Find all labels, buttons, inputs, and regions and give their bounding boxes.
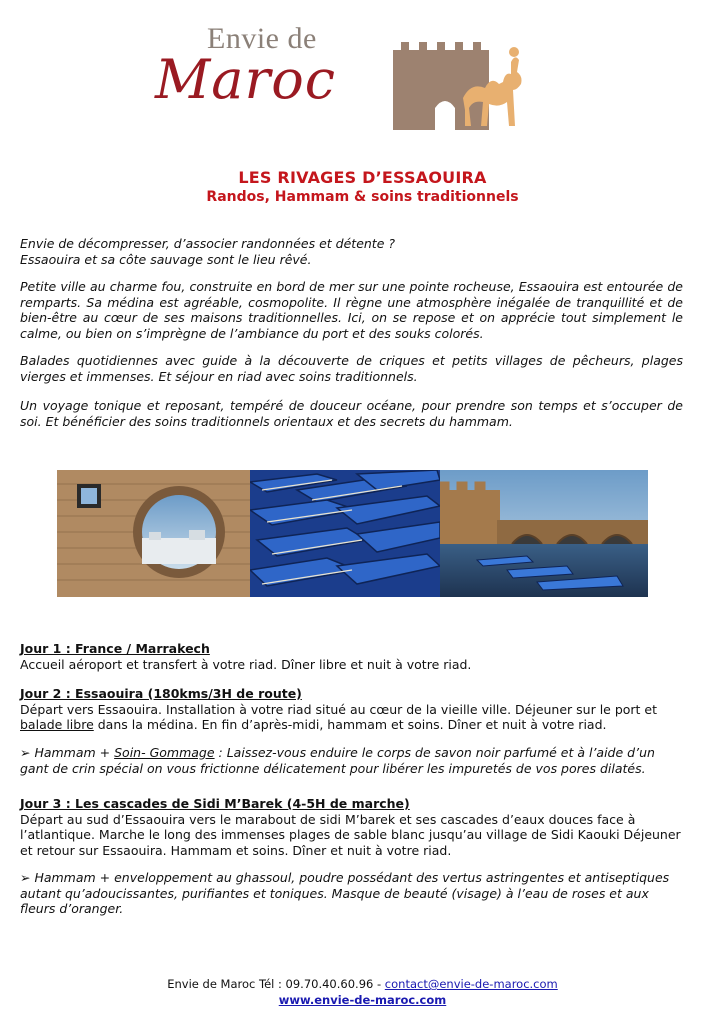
photo-wall-window [57, 470, 250, 597]
photo-blue-boats [250, 470, 440, 597]
footer-company-phone: Envie de Maroc Tél : 09.70.40.60.96 - [167, 977, 385, 991]
day2-bullet-prefix: ➢ Hammam + [20, 745, 115, 760]
footer-email-link[interactable]: contact@envie-de-maroc.com [384, 977, 558, 991]
day3-section [20, 796, 683, 858]
description-paragraph: Petite ville au charme fou, construite en bord de mer sur une pointe rocheuse, Essaouira est entourée de remparts. Sa médina est agréable, cosmopolite. Il règne une atmosphère inégalée de tranquillité et de bien-être au cœur de ses maisons traditionnelles. Ici, on se repose et on apprécie tout simplement le calme, ou bien on s’imprègne de l’ambiance du port et des souks colorés. [20, 279, 683, 341]
day2-line2-rest: dans la médina. En fin d’après-midi, hammam et soins. Dîner et nuit à votre riad. [93, 717, 607, 732]
intro-line: Envie de décompresser, d’associer randonnées et détente ? [20, 236, 395, 251]
page-title: LES RIVAGES D’ESSAOUIRA [238, 168, 487, 187]
day2-bullet [20, 745, 683, 776]
day1-text: Accueil aéroport et transfert à votre riad. Dîner libre et nuit à votre riad. [20, 656, 472, 672]
page-footer [0, 976, 725, 1008]
intro-line: Essaouira et sa côte sauvage sont le lieu rêvé. [20, 251, 312, 267]
day2-section [20, 686, 683, 733]
day2-line1: Départ vers Essaouira. Installation à votre riad situé au cœur de la vieille ville. Déjeuner sur le port et [20, 701, 658, 717]
soin-gommage-link[interactable]: Soin- Gommage [114, 745, 215, 760]
day1-heading: Jour 1 : France / Marrakech [20, 641, 210, 656]
day3-bullet: ➢ Hammam + enveloppement au ghassoul, poudre possédant des vertus astringentes et antiseptiques autant qu’adoucissantes, purifiantes et toniques. Masque de beauté (visage) à l’eau de roses et aux fleurs d’oranger. [20, 870, 670, 916]
day2-line2 [20, 717, 683, 733]
day3-text: Départ au sud d’Essaouira vers le marabout de sidi M’barek et ses cascades d’eaux douces face à l’atlantique. Marche le long des immenses plages de sable blanc jusqu’au village de Sidi Kaouki Déjeuner et retour sur Essaouira. Hammam et soins. Dîner et nuit à votre riad. [20, 811, 681, 858]
intro-text [20, 236, 683, 267]
day2-heading: Jour 2 : Essaouira (180kms/3H de route) [20, 686, 302, 701]
fortress-camel-icon [393, 38, 533, 133]
day1-section [20, 641, 683, 672]
footer-website-link[interactable]: www.envie-de-maroc.com [278, 993, 447, 1007]
essaouira-photo-strip [57, 470, 648, 597]
page-subtitle: Randos, Hammam & soins traditionnels [206, 189, 519, 205]
company-logo [155, 18, 535, 153]
balade-libre-link[interactable]: balade libre [20, 717, 94, 732]
logo-line1: Envie de [207, 22, 317, 55]
trip-paragraph: Un voyage tonique et reposant, tempéré de douceur océane, pour prendre son temps et s’occuper de soi. Et bénéficier des soins traditionnels orientaux et des secrets du hammam. [20, 398, 683, 429]
footer-contact-line [0, 976, 725, 992]
photo-harbour-fortress [440, 470, 648, 597]
day2-bullet-rest: : Laissez-vous enduire le corps de savon noir parfumé et à l’aide d’un gant de crin spécial on vous frictionne délicatement pour libérer les impuretés de vos pores dilatés. [20, 745, 655, 776]
excursions-paragraph: Balades quotidiennes avec guide à la découverte de criques et petits villages de pêcheurs, plages vierges et immenses. Et séjour en riad avec soins traditionnels. [20, 353, 683, 384]
day3-heading: Jour 3 : Les cascades de Sidi M’Barek (4-5H de marche) [20, 796, 410, 811]
logo-line2: Maroc [155, 48, 337, 111]
